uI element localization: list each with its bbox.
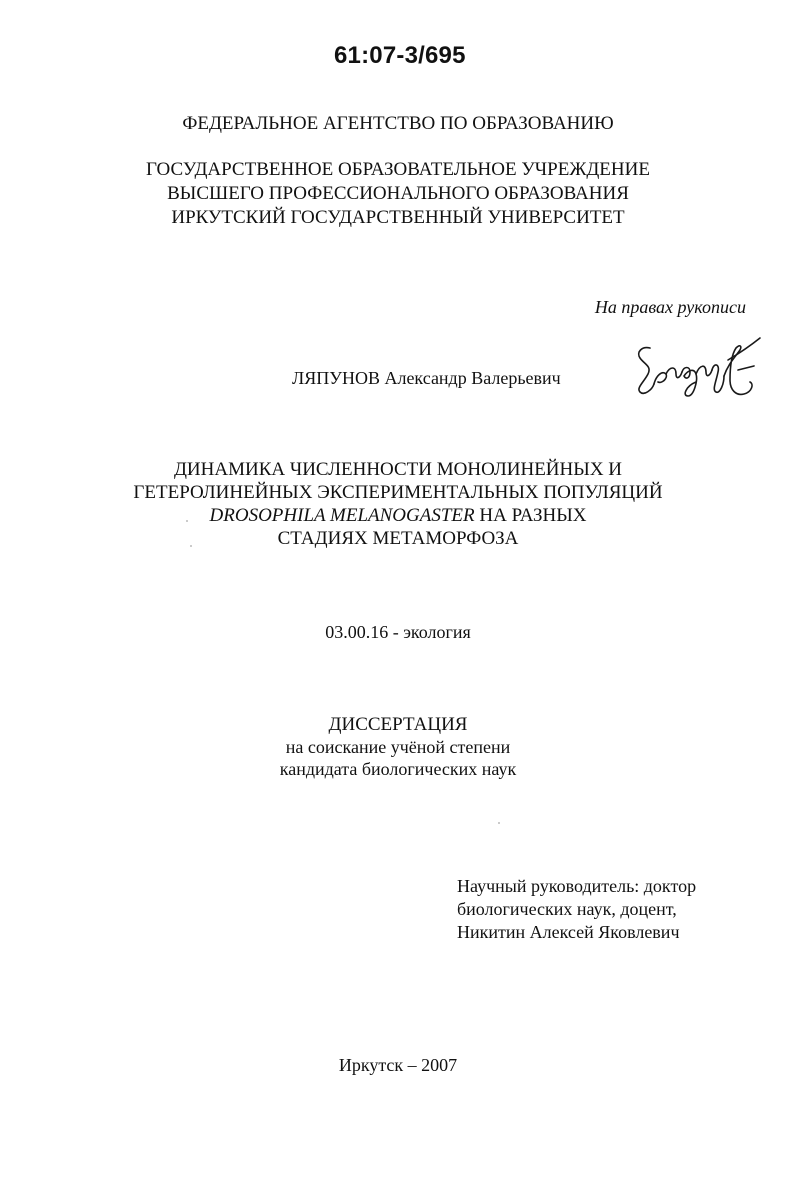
institution-line: ИРКУТСКИЙ ГОСУДАРСТВЕННЫЙ УНИВЕРСИТЕТ	[171, 207, 625, 228]
scan-speck	[186, 520, 188, 522]
rights-note: На правах рукописи	[594, 297, 746, 317]
degree-line: кандидата биологических наук	[279, 759, 517, 779]
institution-name	[0, 158, 796, 230]
title-line-rest: НА РАЗНЫХ	[474, 505, 587, 526]
signature-icon	[632, 326, 766, 406]
institution-line: ГОСУДАРСТВЕННОЕ ОБРАЗОВАТЕЛЬНОЕ УЧРЕЖДЕНИЕ	[146, 159, 650, 180]
advisor-line: Научный руководитель: доктор	[457, 876, 697, 896]
agency-line: ФЕДЕРАЛЬНОЕ АГЕНТСТВО ПО ОБРАЗОВАНИЮ	[182, 113, 614, 134]
institution-line: ВЫСШЕГО ПРОФЕССИОНАЛЬНОГО ОБРАЗОВАНИЯ	[167, 183, 629, 204]
degree-block	[0, 713, 796, 780]
title-line: ГЕТЕРОЛИНЕЙНЫХ ЭКСПЕРИМЕНТАЛЬНЫХ ПОПУЛЯЦИЙ	[133, 482, 663, 503]
author-name: ЛЯПУНОВ Александр Валерьевич	[292, 368, 561, 388]
dissertation-title	[0, 458, 796, 550]
species-name: DROSOPHILA MELANOGASTER	[209, 505, 475, 526]
advisor-line: Никитин Алексей Яковлевич	[457, 922, 680, 942]
city-year: Иркутск – 2007	[338, 1055, 458, 1075]
title-line: СТАДИЯХ МЕТАМОРФОЗА	[277, 528, 519, 549]
degree-line: на соискание учёной степени	[285, 737, 511, 757]
degree-heading: ДИССЕРТАЦИЯ	[328, 714, 468, 735]
specialty-code: 03.00.16 - экология	[325, 622, 471, 642]
advisor-line: биологических наук, доцент,	[457, 899, 677, 919]
advisor-block	[457, 875, 696, 944]
scan-speck	[498, 822, 500, 824]
scan-speck	[190, 545, 192, 547]
title-line	[0, 504, 796, 527]
catalog-number: 61:07-3/695	[334, 42, 466, 69]
agency-name	[0, 112, 796, 136]
title-line: ДИНАМИКА ЧИСЛЕННОСТИ МОНОЛИНЕЙНЫХ И	[173, 459, 623, 480]
